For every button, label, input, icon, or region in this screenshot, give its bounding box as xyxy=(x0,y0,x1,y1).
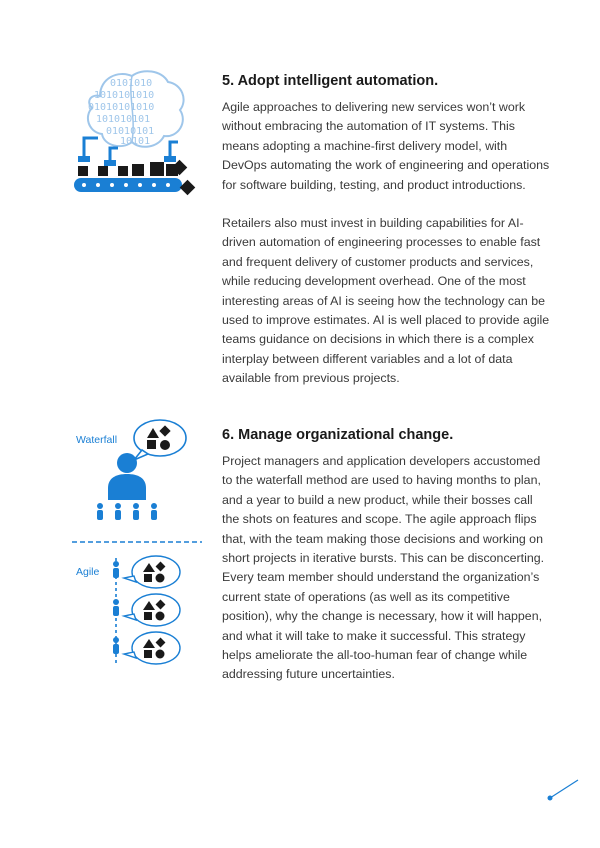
brain-binary-row: 01010101 xyxy=(106,126,155,137)
decorative-line-icon xyxy=(544,776,584,806)
brain-icon xyxy=(88,71,184,147)
brain-binary-row: 01010101010 xyxy=(88,102,155,113)
section-manage-change xyxy=(222,426,552,685)
automation-illustration xyxy=(70,66,200,216)
agile-illustration xyxy=(108,554,198,674)
section-paragraph: Retailers also must invest in building capabilities for AI-driven automation of engineering processes to enable fast and frequent delivery of customer products and services, while reducing development overhead. One of the most interesting areas of AI is seeing how the technology can be used to improve estimates. AI is well placed to provide agile teams guidance on decisions in which there is a complex interplay between different variables and a lot of data available from previous projects. xyxy=(222,216,550,386)
waterfall-agile-divider xyxy=(72,540,202,544)
waterfall-label: Waterfall xyxy=(76,434,118,446)
brain-binary-row: 101010101 xyxy=(96,114,151,125)
brain-binary-row: 1010101010 xyxy=(94,90,155,101)
brain-binary-row: 0101010 xyxy=(110,78,153,89)
person-icon xyxy=(108,453,146,500)
section-adopt-automation xyxy=(222,72,552,389)
box-icon xyxy=(78,162,178,176)
brain-binary-row: 10101 xyxy=(120,136,151,147)
section-heading: 6. Manage organizational change. xyxy=(222,427,454,443)
section-heading: 5. Adopt intelligent automation. xyxy=(222,73,439,89)
section-paragraph: Project managers and application developers accustomed to the waterfall method are used to having months to plan, and a year to build a new product, while their bosses call the shots on features and scope. The agile approach flips that, with the team making those decisions and working on short projects in iterative bursts. This can be disconcerting. Every team member should understand the organization’s current state of operations (as well as its competitive position), why the change is necessary, how it will happen, and what it will take to make it successful. This strategy helps ameliorate the all-too-human fear of change while addressing future uncertainties. xyxy=(222,454,545,682)
section-paragraph: Agile approaches to delivering new services won’t work without embracing the automation of IT systems. This means adopting a machine-first delivery model, with DevOps automating the work of engineering and operations for software building, testing, and product introductions. xyxy=(222,100,550,192)
waterfall-illustration xyxy=(90,416,200,526)
agile-label: Agile xyxy=(76,566,100,578)
speech-bubble-icon xyxy=(134,420,186,460)
conveyor-belt-icon xyxy=(74,178,182,192)
